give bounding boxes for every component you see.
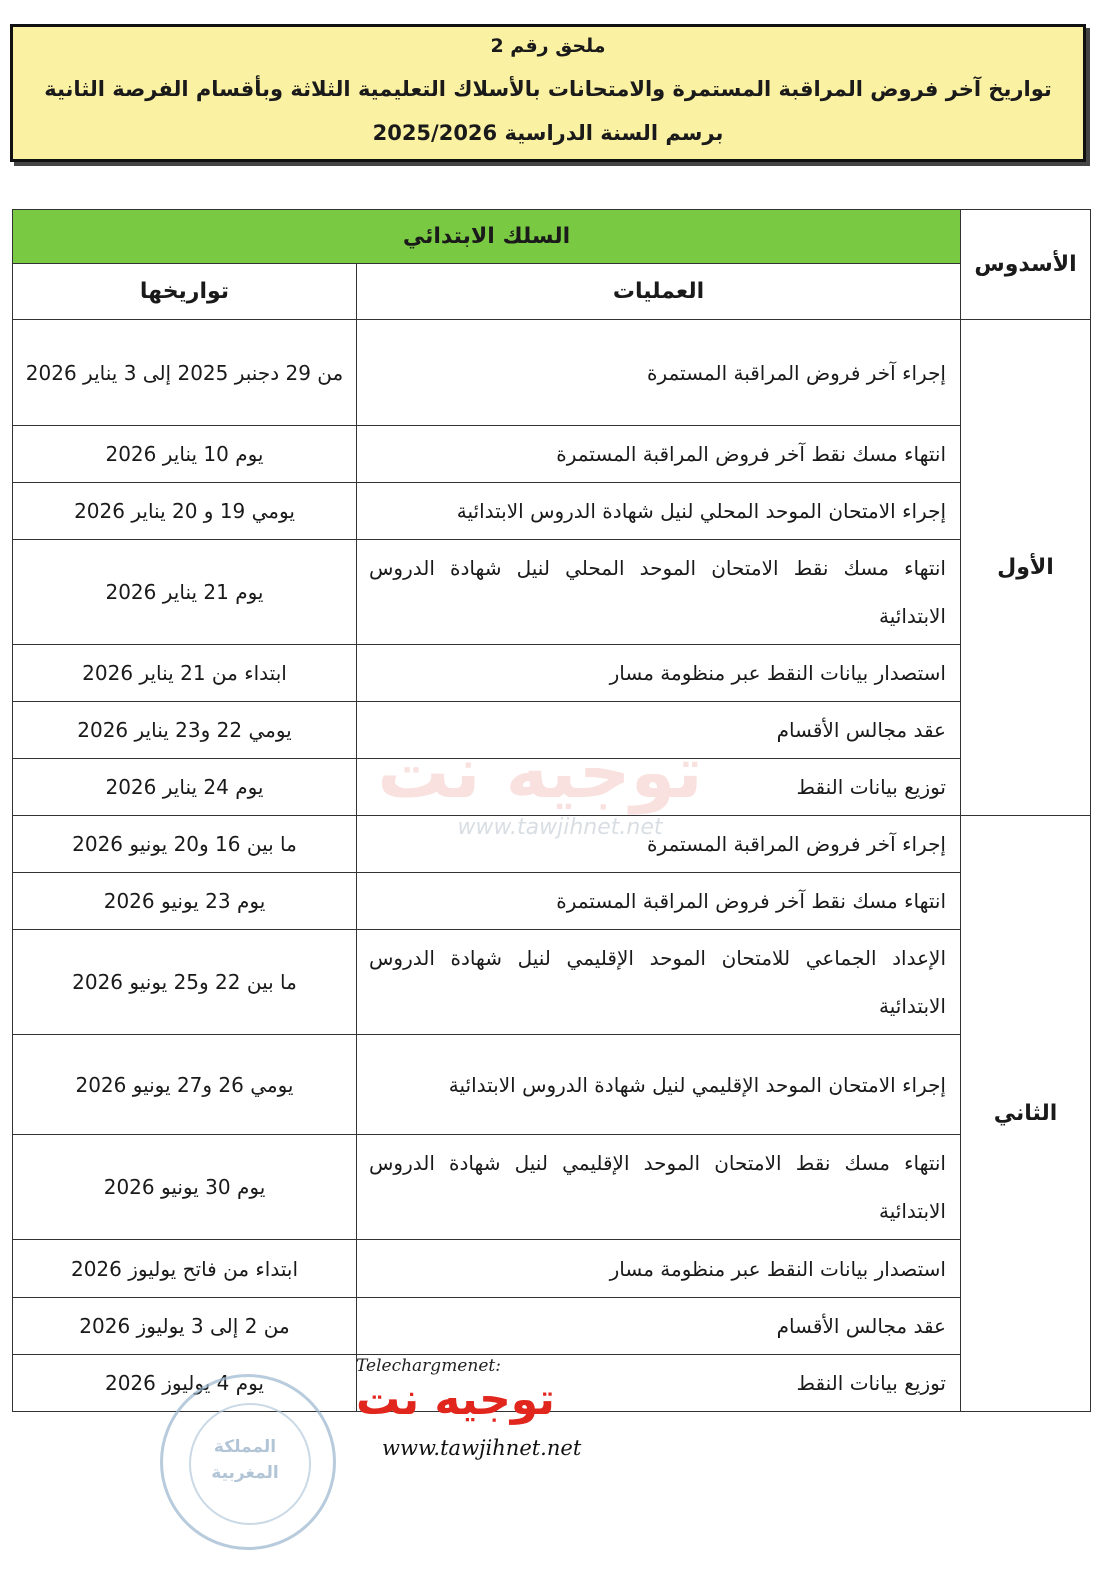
table-row (13, 1135, 1091, 1240)
date-cell: ما بين 22 و25 يونيو 2026 (13, 930, 357, 1035)
table-row (13, 540, 1091, 645)
document-header (10, 24, 1086, 162)
operation-cell: انتهاء مسك نقط الامتحان الموحد الإقليمي لنيل شهادة الدروس الابتدائية (357, 1135, 961, 1240)
date-cell: يومي 26 و27 يونيو 2026 (13, 1035, 357, 1135)
date-cell: ما بين 16 و20 يونيو 2026 (13, 816, 357, 873)
table-row (13, 645, 1091, 702)
table-row (13, 759, 1091, 816)
operation-cell: إجراء الامتحان الموحد الإقليمي لنيل شهادة الدروس الابتدائية (357, 1035, 961, 1135)
watermark-url: www.tawjihnet.net (457, 815, 663, 840)
semester-header: الأسدوس (961, 210, 1091, 320)
date-cell: يوم 21 يناير 2026 (13, 540, 357, 645)
semester-name: الثاني (961, 816, 1091, 1412)
date-cell: يومي 19 و 20 يناير 2026 (13, 483, 357, 540)
table-row (13, 426, 1091, 483)
schedule-table (12, 209, 1091, 1412)
date-cell: يوم 30 يونيو 2026 (13, 1135, 357, 1240)
download-label: Telechargmenet: (356, 1356, 501, 1376)
seal-text: المملكة المغربية (211, 1437, 279, 1483)
date-cell: من 29 دجنبر 2025 إلى 3 يناير 2026 (13, 320, 357, 426)
operation-cell: استصدار بيانات النقط عبر منظومة مسار (357, 645, 961, 702)
annex-label: ملحق رقم 2 (490, 35, 606, 57)
site-url[interactable]: www.tawjihnet.net (382, 1436, 582, 1460)
dates-header: تواريخها (13, 264, 357, 320)
operation-cell: عقد مجالس الأقسام (357, 702, 961, 759)
table-row (13, 930, 1091, 1035)
cycle-header: السلك الابتدائي (13, 210, 961, 264)
date-cell: من 2 إلى 3 يوليوز 2026 (13, 1298, 357, 1355)
operation-cell: إجراء آخر فروض المراقبة المستمرة (357, 816, 961, 873)
operation-cell: إجراء الامتحان الموحد المحلي لنيل شهادة الدروس الابتدائية (357, 483, 961, 540)
watermark-logo: توجيه نت (377, 730, 703, 814)
operation-cell: انتهاء مسك نقط آخر فروض المراقبة المستمرة (357, 873, 961, 930)
operations-header: العمليات (357, 264, 961, 320)
table-row (13, 483, 1091, 540)
site-logo: توجيه نت (356, 1374, 555, 1425)
date-cell: يوم 23 يونيو 2026 (13, 873, 357, 930)
school-year: برسم السنة الدراسية 2025/2026 (372, 121, 724, 145)
date-cell: ابتداء من 21 يناير 2026 (13, 645, 357, 702)
document-title: تواريخ آخر فروض المراقبة المستمرة والامتحانات بالأسلاك التعليمية الثلاثة وبأقسام الفرصة الثانية (44, 77, 1052, 101)
date-cell: يوم 10 يناير 2026 (13, 426, 357, 483)
date-cell: يوم 4 يوليوز 2026 (13, 1355, 357, 1412)
table-row (13, 320, 1091, 426)
table-row (13, 1240, 1091, 1298)
operation-cell: انتهاء مسك نقط آخر فروض المراقبة المستمرة (357, 426, 961, 483)
date-cell: يوم 24 يناير 2026 (13, 759, 357, 816)
operation-cell: عقد مجالس الأقسام (357, 1298, 961, 1355)
date-cell: ابتداء من فاتح يوليوز 2026 (13, 1240, 357, 1298)
operation-cell: توزيع بيانات النقط (357, 759, 961, 816)
table-row (13, 1035, 1091, 1135)
table-row (13, 702, 1091, 759)
operation-cell: انتهاء مسك نقط الامتحان الموحد المحلي لنيل شهادة الدروس الابتدائية (357, 540, 961, 645)
operation-cell: الإعداد الجماعي للامتحان الموحد الإقليمي لنيل شهادة الدروس الابتدائية (357, 930, 961, 1035)
table-row (13, 816, 1091, 873)
operation-cell: إجراء آخر فروض المراقبة المستمرة (357, 320, 961, 426)
table-row (13, 1298, 1091, 1355)
table-row (13, 873, 1091, 930)
operation-cell: توزيع بيانات النقط (357, 1355, 961, 1412)
semester-name: الأول (961, 320, 1091, 816)
date-cell: يومي 22 و23 يناير 2026 (13, 702, 357, 759)
operation-cell: استصدار بيانات النقط عبر منظومة مسار (357, 1240, 961, 1298)
